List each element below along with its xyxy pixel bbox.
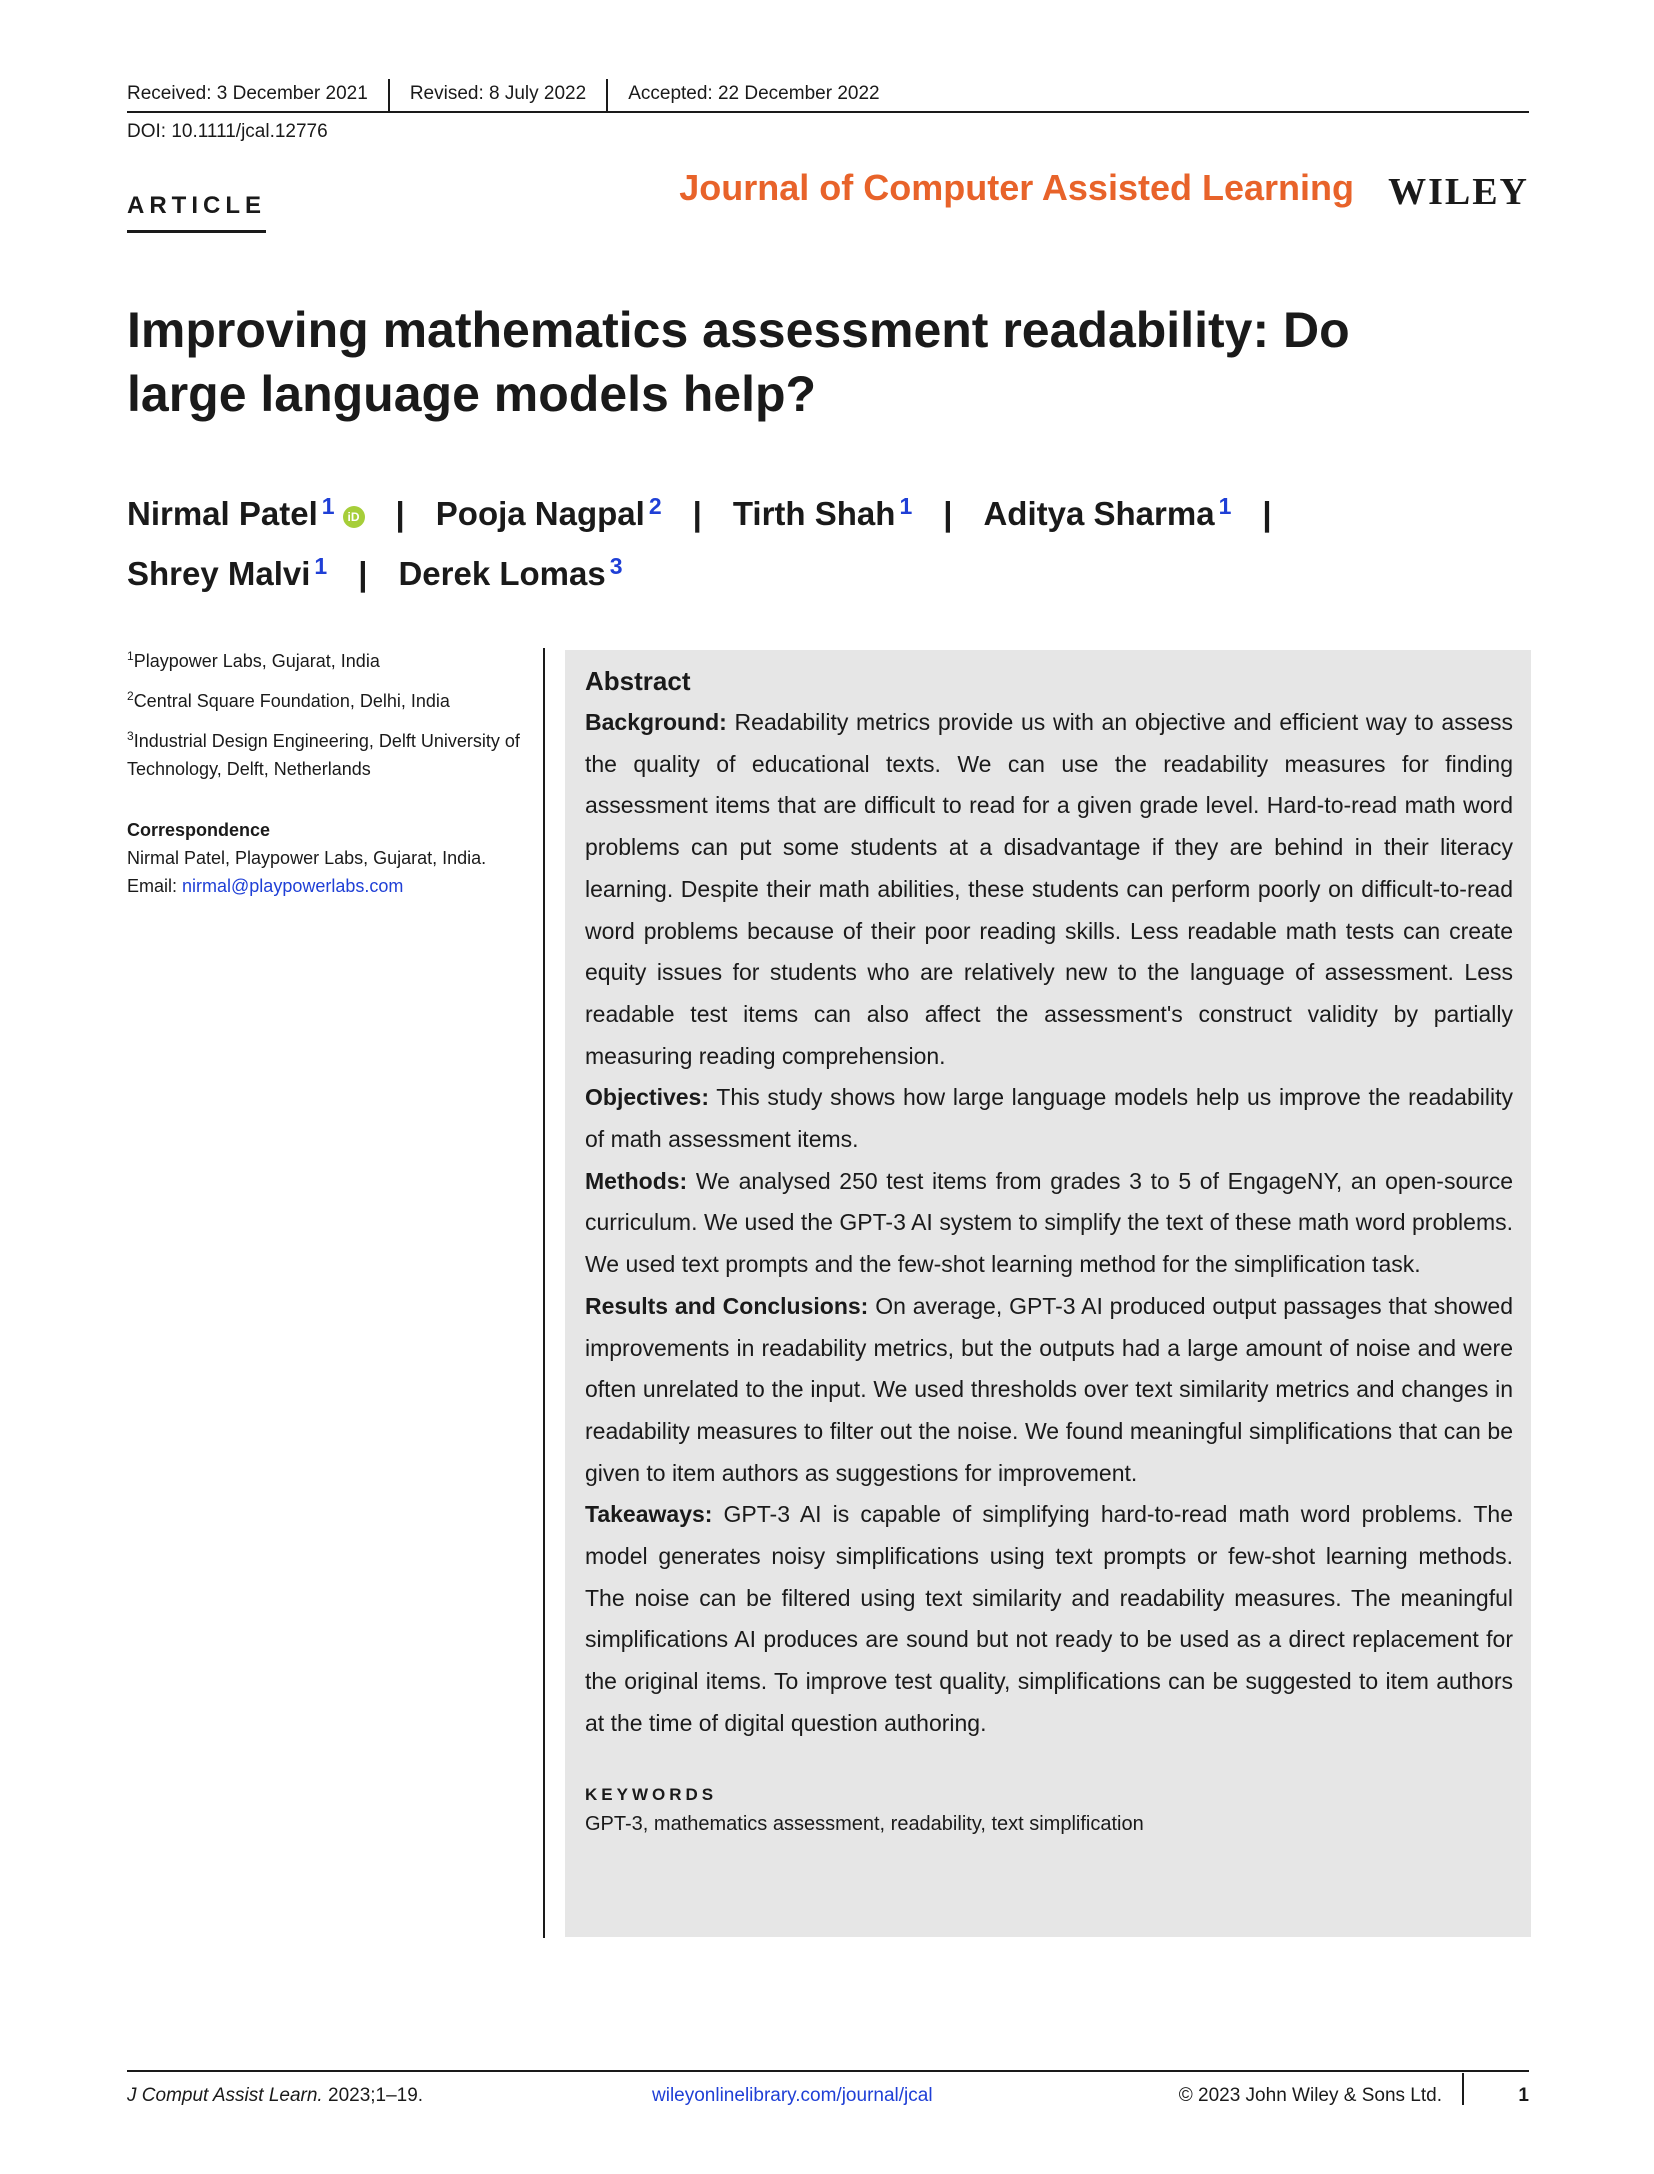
author-separator: | <box>1262 495 1272 532</box>
received-date: Received: 3 December 2021 <box>127 83 368 104</box>
column-divider <box>543 648 545 1938</box>
accepted-date: Accepted: 22 December 2022 <box>606 79 899 113</box>
copyright: © 2023 John Wiley & Sons Ltd. <box>1178 2085 1442 2106</box>
orcid-icon[interactable]: iD <box>343 506 365 528</box>
affiliation-mark: 2 <box>648 493 662 519</box>
citation: J Comput Assist Learn. 2023;1–19. <box>127 2085 424 2106</box>
article-type-label: ARTICLE <box>127 191 266 233</box>
author-list <box>127 480 1527 600</box>
author[interactable]: Derek Lomas $^3$ <box>398 553 623 592</box>
author[interactable]: Shrey Malvi $^1$ <box>127 553 328 592</box>
correspondence-email-line: Email: nirmal@playpowerlabs.com <box>127 876 404 896</box>
page-number: 1 <box>1518 2085 1529 2106</box>
revised-date: Revised: 8 July 2022 <box>388 79 606 113</box>
abstract-methods: Methods: We analysed 250 test items from grades 3 to 5 of EngageNY, an open-source curriculum. We used the GPT-3 AI system to simplify the text of these math word problems. We used text prompts and the few-shot learning method for the simplification task. <box>585 1167 1514 1278</box>
affiliation-mark: 1 <box>1218 493 1232 519</box>
correspondence-text: Nirmal Patel, Playpower Labs, Gujarat, India. <box>127 848 487 868</box>
author[interactable]: Aditya Sharma $^1$ <box>983 493 1232 532</box>
abstract-heading: Abstract <box>585 666 691 696</box>
author-separator: | <box>358 555 368 592</box>
author[interactable]: Nirmal Patel $^1$ iD <box>127 495 365 532</box>
page-number-divider <box>1462 2073 1464 2105</box>
affiliation: $^2$Central Square Foundation, Delhi, India <box>127 689 450 711</box>
abstract-background: Background: Readability metrics provide us with an objective and efficient way to assess the quality of educational texts. We can use the readability measures for finding assessment items that are difficult to read for a given grade level. Hard-to-read math word problems can put some students at a disadvantage if they are behind in their literacy learning. Despite their math abilities, these students can perform poorly on difficult-to-read word problems because of their poor reading skills. Less readable math tests can create equity issues for students who are relatively new to the language of assessment. Less readable test items can also affect the assessment's construct validity by partially measuring reading comprehension. <box>585 709 1513 1069</box>
author[interactable]: Pooja Nagpal $^2$ <box>435 493 662 532</box>
journal-name: Journal of Computer Assisted Learning <box>679 167 1354 208</box>
affiliation-mark: 1 <box>321 493 335 519</box>
affiliations-column <box>127 642 527 900</box>
author-separator: | <box>395 495 405 532</box>
journal-url-link[interactable]: wileyonlinelibrary.com/journal/jcal <box>652 2085 933 2106</box>
affiliation-mark: 1 <box>899 493 913 519</box>
page-footer <box>127 2079 1529 2119</box>
correspondence-heading: Correspondence <box>127 820 271 840</box>
affiliation-mark: 3 <box>609 553 623 579</box>
keywords-list: GPT-3, mathematics assessment, readability, text simplification <box>585 1812 1144 1835</box>
date-bar <box>127 79 1529 113</box>
author-separator: | <box>943 495 953 532</box>
affiliation: $^3$Industrial Design Engineering, Delft University of Technology, Delft, Netherlands <box>127 729 520 779</box>
email-link[interactable]: nirmal@playpowerlabs.com <box>182 876 404 896</box>
abstract-box <box>565 650 1531 1937</box>
author[interactable]: Tirth Shah $^1$ <box>732 493 913 532</box>
abstract-objectives: Objectives: This study shows how large language models help us improve the readability of math assessment items. <box>585 1084 1513 1153</box>
affiliation: $^1$Playpower Labs, Gujarat, India <box>127 649 380 671</box>
abstract-results: Results and Conclusions: On average, GPT-3 AI produced output passages that showed improvements in readability metrics, but the outputs had a large amount of noise and were often unrelated to the input. We used thresholds over text similarity metrics and changes in readability measures to filter out the noise. We found meaningful simplifications that can be given to item authors as suggestions for improvement. <box>585 1292 1513 1486</box>
doi[interactable]: DOI: 10.1111/jcal.12776 <box>127 121 328 142</box>
abstract-takeaways: Takeaways: GPT-3 AI is capable of simplifying hard-to-read math word problems. The model generates noisy simplifications using text prompts or few-shot learning methods. The noise can be filtered using text similarity and readability measures. The meaningful simplifications AI produces are sound but not ready to be used as a direct replacement for the original items. To improve test quality, simplifications can be suggested to item authors at the time of digital question authoring. <box>585 1501 1513 1736</box>
author-separator: | <box>692 495 702 532</box>
affiliation-mark: 1 <box>314 553 328 579</box>
paper-title: Improving mathematics assessment readability: Do large language models help? <box>127 302 1350 422</box>
keywords-heading: KEYWORDS <box>585 1784 718 1804</box>
publisher-logo: WILEY <box>1388 171 1529 213</box>
footer-rule <box>127 2070 1529 2072</box>
